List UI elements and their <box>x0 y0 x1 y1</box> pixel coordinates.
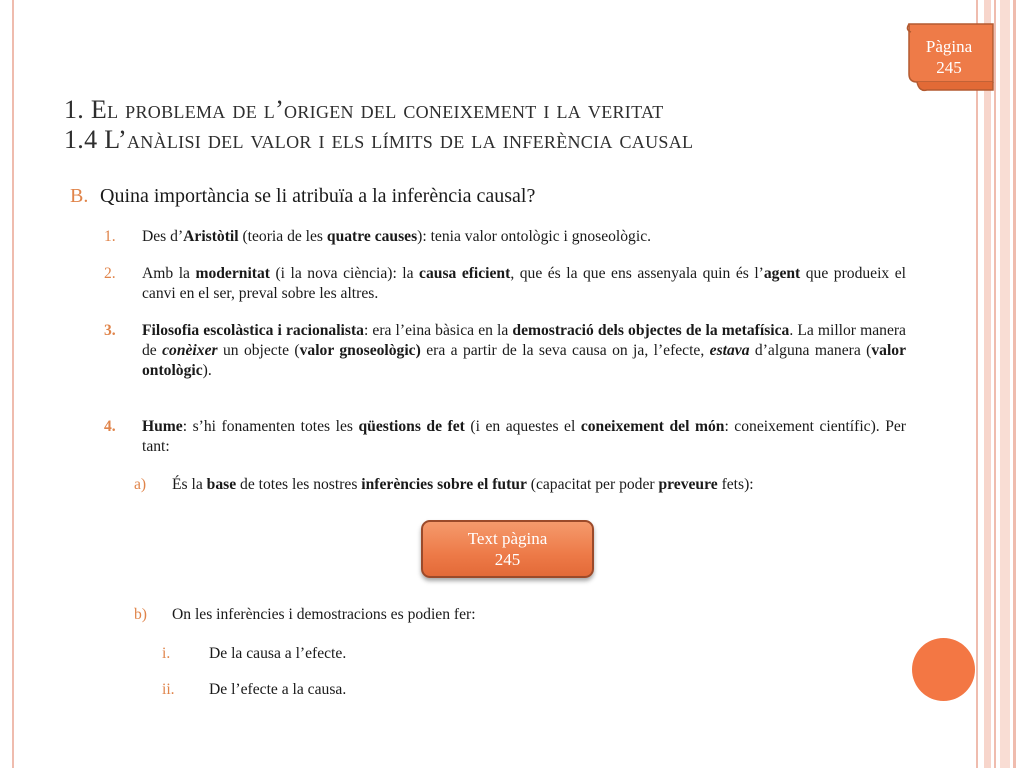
sub-sub-item <box>162 644 662 664</box>
list-item <box>104 321 906 381</box>
list-item <box>104 264 906 304</box>
title-line-1: 1. El problema de l’origen del coneixement i la veritat <box>64 95 664 124</box>
page-badge <box>905 20 997 94</box>
sub-item-number: b) <box>134 606 147 623</box>
right-stripe <box>1013 0 1016 768</box>
list-item <box>104 227 906 247</box>
sub-sub-item-number: i. <box>162 645 171 662</box>
right-stripe <box>994 0 996 768</box>
section-marker: B. <box>70 185 89 207</box>
sub-item-text: On les inferències i demostracions es podien fer: <box>172 606 476 623</box>
sub-item-text: És la base de totes les nostres inferències sobre el futur (capacitat per poder preveure fets): <box>172 476 754 493</box>
title-line-2: 1.4 L’anàlisi del valor i els límits de la inferència causal <box>64 125 694 154</box>
list-item <box>104 417 906 457</box>
sub-item-number: a) <box>134 476 147 493</box>
right-stripe <box>976 0 978 768</box>
text-page-button-label: Text pàgina <box>467 529 548 548</box>
right-stripe <box>984 0 991 768</box>
sub-sub-item <box>162 680 662 700</box>
item-number: 2. <box>104 265 116 282</box>
sub-sub-item-text: De la causa a l’efecte. <box>209 645 347 662</box>
item-text: Hume: s’hi fonamenten totes les qüestions de fet (i en aquestes el coneixement del món: coneixement científic). Per tant: <box>142 418 906 455</box>
right-stripe <box>1000 0 1010 768</box>
text-page-button[interactable] <box>421 520 594 578</box>
item-number: 3. <box>104 322 116 339</box>
item-text: Des d’Aristòtil (teoria de les quatre causes): tenia valor ontològic i gnoseològic. <box>142 228 652 245</box>
sub-item-b <box>134 605 906 625</box>
section-question <box>70 184 910 208</box>
item-number: 4. <box>104 418 116 435</box>
sub-item-a <box>134 475 906 495</box>
item-text: Filosofia escolàstica i racionalista: era l’eina bàsica en la demostració dels objectes de la metafísica. La millor manera de conèixer un objecte (valor gnoseològic) era a partir de la seva causa on ja, l’efecte, estava d’alguna manera (valor ontològic). <box>142 322 907 379</box>
decorative-circle <box>912 638 975 701</box>
section-question-text: Quina importància se li atribuïa a la inferència causal? <box>100 185 536 207</box>
left-border-line <box>12 0 14 768</box>
page-badge-number: 245 <box>936 58 962 77</box>
item-number: 1. <box>104 228 116 245</box>
page-badge-label: Pàgina <box>925 37 973 56</box>
sub-sub-item-number: ii. <box>162 681 175 698</box>
slide-title <box>64 95 894 155</box>
sub-sub-item-text: De l’efecte a la causa. <box>209 681 347 698</box>
text-page-button-number: 245 <box>494 550 521 569</box>
item-text: Amb la modernitat (i la nova ciència): la causa eficient, que és la que ens assenyala quin és l’agent que produeix el canvi en el ser, preval sobre les altres. <box>142 265 906 302</box>
